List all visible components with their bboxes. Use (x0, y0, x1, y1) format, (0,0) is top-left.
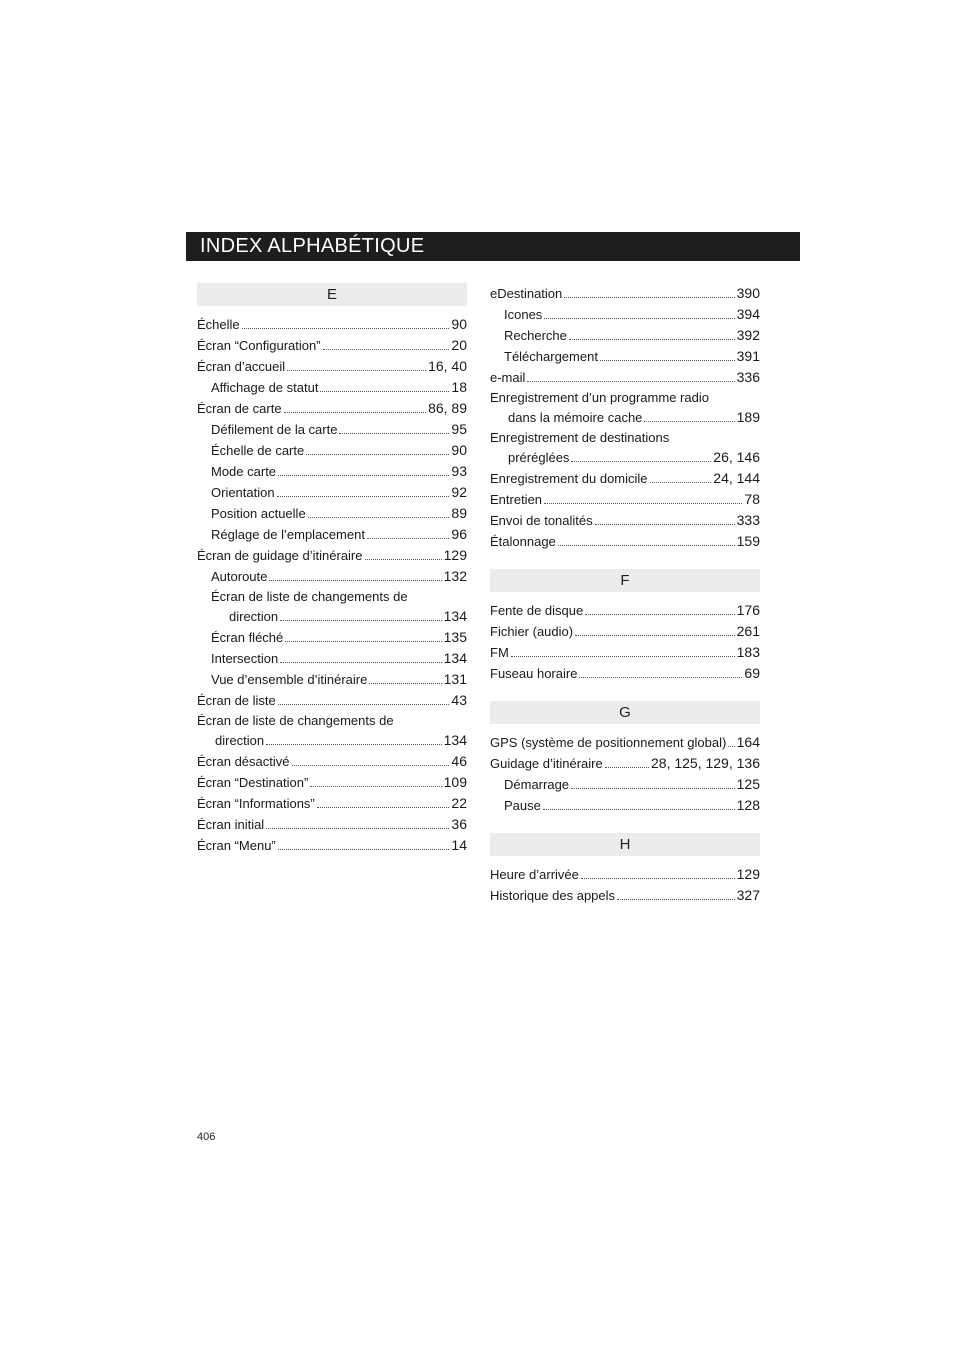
index-entry: Écran de liste 43 (197, 692, 467, 708)
index-entry: Écran de liste de changements de direction 134 (197, 713, 467, 748)
index-subentry: Pause 128 (504, 797, 760, 813)
index-entry: Écran de guidage d’itinéraire 129 (197, 547, 467, 563)
index-subentry: Échelle de carte 90 (211, 442, 467, 458)
index-entry: Envoi de tonalités 333 (490, 512, 760, 528)
section-header-g: G (490, 701, 760, 724)
index-entry: Écran “Configuration” 20 (197, 337, 467, 353)
index-subentry: Écran de liste de changements de direction 134 (211, 589, 467, 624)
index-entry: Enregistrement d’un programme radio dans la mémoire cache 189 (490, 390, 760, 425)
index-entry: Fichier (audio) 261 (490, 623, 760, 639)
index-subentry: Démarrage 125 (504, 776, 760, 792)
index-entry: Historique des appels 327 (490, 887, 760, 903)
index-column-right (490, 283, 760, 906)
section-header-e: E (197, 283, 467, 306)
index-subentry: Affichage de statut 18 (211, 379, 467, 395)
index-subentry: Icones 394 (504, 306, 760, 322)
index-subentry: Recherche 392 (504, 327, 760, 343)
index-subentry: Écran fléché 135 (211, 629, 467, 645)
index-entry: Écran “Informations” 22 (197, 795, 467, 811)
section-header-f: F (490, 569, 760, 592)
index-subentry: Mode carte 93 (211, 463, 467, 479)
index-entry: Écran “Destination” 109 (197, 774, 467, 790)
index-entry: Fuseau horaire 69 (490, 665, 760, 681)
index-entry: Entretien 78 (490, 491, 760, 507)
index-entry: Écran de carte 86, 89 (197, 400, 467, 416)
index-entry: Enregistrement du domicile 24, 144 (490, 470, 760, 486)
index-entry: Guidage d’itinéraire 28, 125, 129, 136 (490, 755, 760, 771)
index-entry: FM 183 (490, 644, 760, 660)
index-entry: Écran initial 36 (197, 816, 467, 832)
index-subentry: Réglage de l’emplacement 96 (211, 526, 467, 542)
index-entry: e-mail 336 (490, 369, 760, 385)
index-entry: Heure d’arrivée 129 (490, 866, 760, 882)
index-subentry: Vue d’ensemble d’itinéraire 131 (211, 671, 467, 687)
index-entry: Écran “Menu” 14 (197, 837, 467, 853)
page-number: 406 (197, 1131, 216, 1143)
index-subentry: Position actuelle 89 (211, 505, 467, 521)
index-entry: Écran désactivé 46 (197, 753, 467, 769)
index-entry: Étalonnage 159 (490, 533, 760, 549)
index-entry: Fente de disque 176 (490, 602, 760, 618)
index-entry: GPS (système de positionnement global) 164 (490, 734, 760, 750)
section-header-h: H (490, 833, 760, 856)
index-entry: eDestination 390 (490, 285, 760, 301)
index-entry: Enregistrement de destinations préréglées 26, 146 (490, 430, 760, 465)
index-column-left (197, 283, 467, 856)
index-header: INDEX ALPHABÉTIQUE (186, 232, 800, 261)
index-entry: Échelle 90 (197, 316, 467, 332)
index-subentry: Défilement de la carte 95 (211, 421, 467, 437)
index-entry: Écran d’accueil 16, 40 (197, 358, 467, 374)
index-subentry: Intersection 134 (211, 650, 467, 666)
index-subentry: Orientation 92 (211, 484, 467, 500)
index-subentry: Autoroute 132 (211, 568, 467, 584)
index-subentry: Téléchargement 391 (504, 348, 760, 364)
